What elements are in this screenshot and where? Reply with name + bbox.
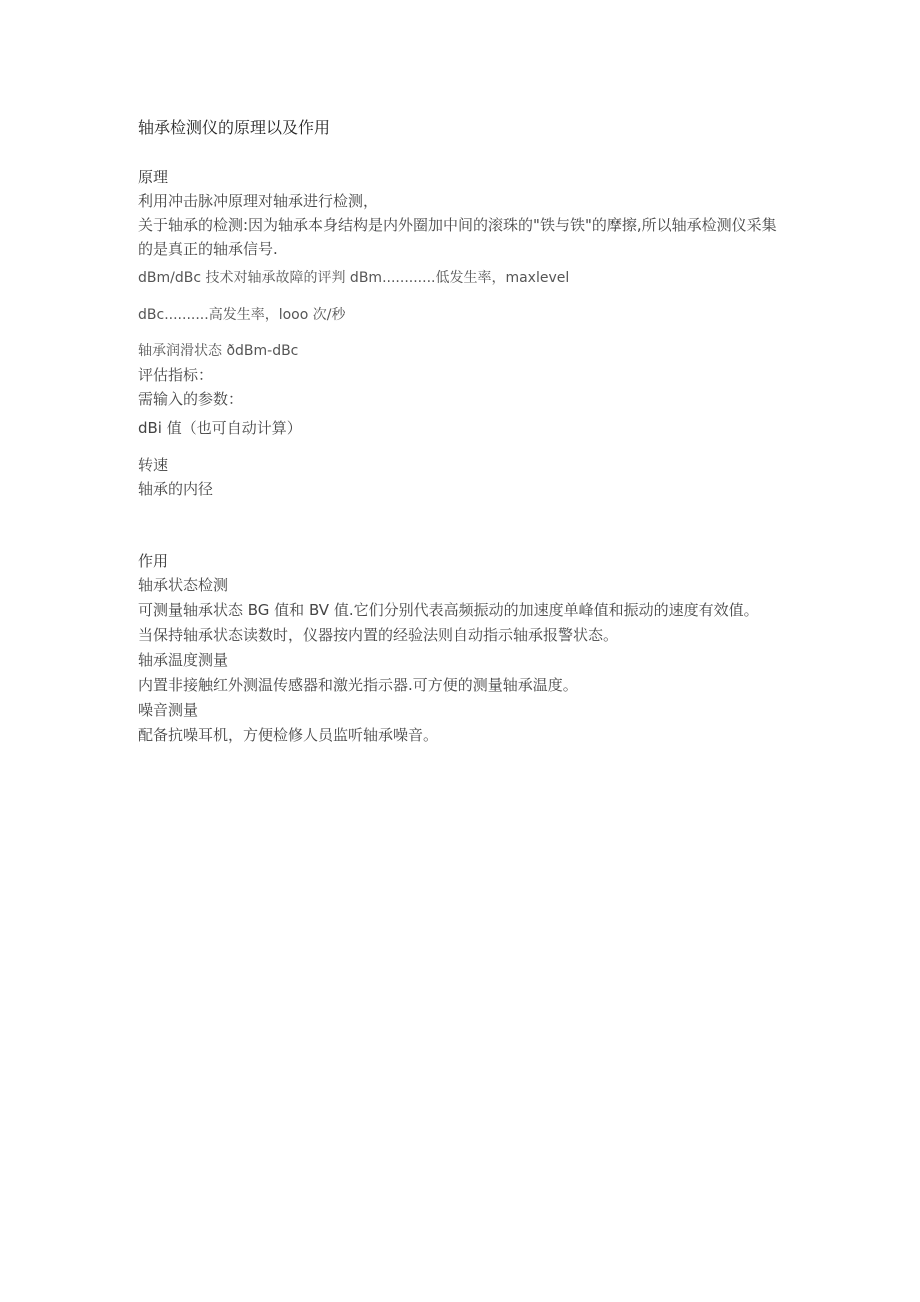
temperature-line: 内置非接触红外测温传感器和激光指示器.可方便的测量轴承温度。: [138, 676, 578, 694]
principle-heading: 原理: [138, 168, 169, 186]
params-needed-line: 需输入的参数：: [138, 390, 244, 408]
inner-diameter-line: 轴承的内径: [138, 480, 214, 498]
lubrication-line: 轴承润滑状态 ðdBm-dBc: [138, 343, 299, 359]
speed-line: 转速: [138, 456, 169, 474]
dbc-line: dBc..........高发生率，looo 次/秒: [138, 307, 346, 323]
state-line-2: 当保持轴承状态读数时，仪器按内置的经验法则自动指示轴承报警状态。: [138, 626, 619, 644]
noise-line: 配备抗噪耳机，方便检修人员监听轴承噪音。: [138, 726, 439, 744]
function-heading: 作用: [138, 552, 169, 570]
state-line-1: 可测量轴承状态 BG 值和 BV 值.它们分别代表高频振动的加速度单峰值和振动的速度有效值。: [138, 601, 759, 619]
principle-line-1: 利用冲击脉冲原理对轴承进行检测，: [138, 192, 379, 210]
state-heading: 轴承状态检测: [138, 576, 229, 594]
document-title: 轴承检测仪的原理以及作用: [138, 118, 331, 137]
noise-heading: 噪音测量: [138, 701, 199, 719]
dbm-dbc-line: dBm/dBc 技术对轴承故障的评判 dBm............低发生率，maxlevel: [138, 270, 570, 286]
evaluation-line: 评估指标：: [138, 366, 214, 384]
temperature-heading: 轴承温度测量: [138, 651, 229, 669]
dbi-line: dBi 值（也可自动计算）: [138, 419, 302, 437]
principle-line-2: 关于轴承的检测:因为轴承本身结构是内外圈加中间的滚珠的"铁与铁"的摩擦,所以轴承检测仪采集的是真正的轴承信号.: [138, 216, 777, 258]
